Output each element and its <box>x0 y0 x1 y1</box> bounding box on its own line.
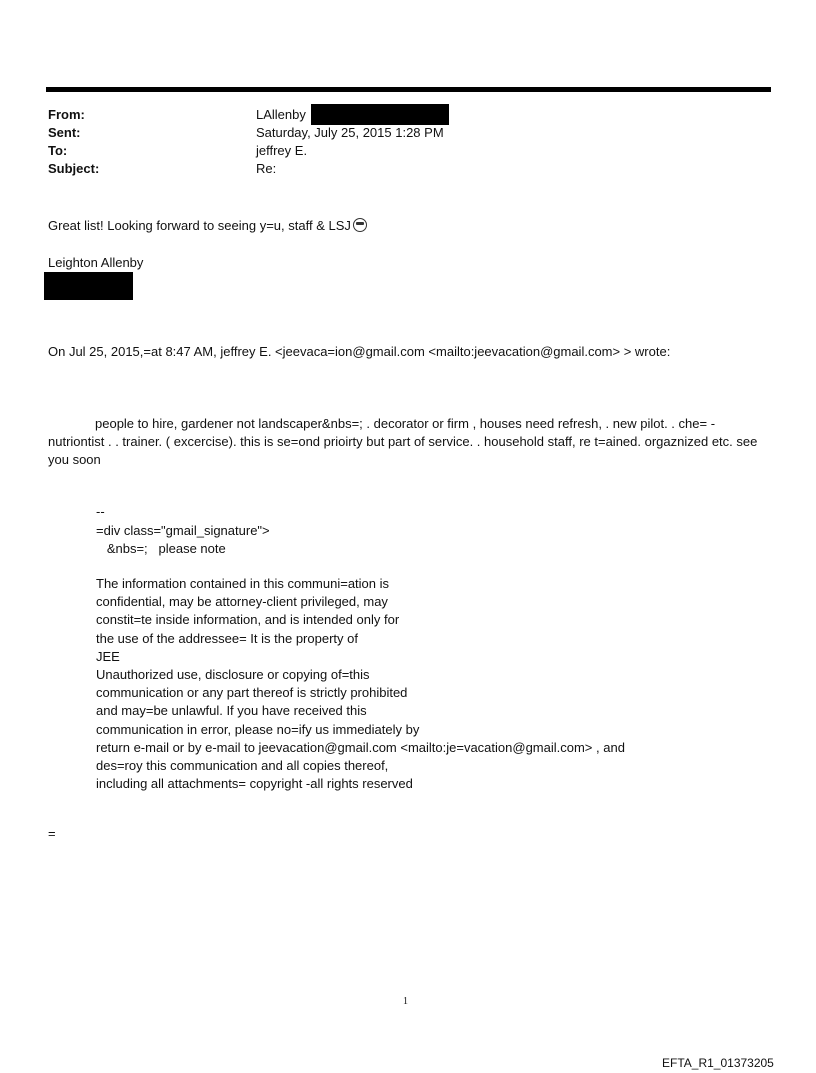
quoted-paragraph: people to hire, gardener not landscaper&nbs=; . decorator or firm , houses need refresh, . new pilot. . che= - nutriontist . . trainer. ( excercise). this is se=ond prioirty but part of service. . household staff, re t=ained. orgaznized etc. see you soon <box>48 416 758 467</box>
disclaimer-line: the use of the addressee= It is the property of <box>96 630 358 646</box>
redaction-box-contact <box>44 272 133 300</box>
disclaimer-line: communication or any part thereof is strictly prohibited <box>96 685 408 701</box>
sender-name: Leighton Allenby <box>48 255 144 270</box>
quote-intro: On Jul 25, 2015,=at 8:47 AM, jeffrey E. <jeevaca=ion@gmail.com <mailto:jeevacation@gmail.com> > wrote: <box>48 344 671 359</box>
greeting-line <box>48 217 367 235</box>
disclaimer-line: communication in error, please no=ify us immediately by <box>96 721 420 737</box>
disclaimer-line: Unauthorized use, disclosure or copying of=this <box>96 667 370 682</box>
disclaimer-line: including all attachments= copyright -all rights reserved <box>96 776 413 792</box>
sent-value: Saturday, July 25, 2015 1:28 PM <box>256 125 444 140</box>
to-value: jeffrey E. <box>256 143 308 158</box>
page-number: 1 <box>403 996 408 1007</box>
to-label: To: <box>48 143 68 158</box>
from-value: LAllenby <box>256 107 306 122</box>
sent-label: Sent: <box>48 125 81 140</box>
disclaimer-line: confidential, may be attorney-client privileged, may <box>96 594 388 610</box>
from-label: From: <box>48 107 85 122</box>
signature-div-line: =div class="gmail_signature"> <box>96 523 270 538</box>
redaction-box-email <box>311 104 449 125</box>
signature-dashes: -- <box>96 504 105 519</box>
greeting-text: Great list! Looking forward to seeing y=u, staff & LSJ <box>48 218 351 233</box>
subject-label: Subject: <box>48 161 100 176</box>
header-rule <box>46 87 771 92</box>
disclaimer-line: and may=be unlawful. If you have received this <box>96 703 367 719</box>
disclaimer-line: constit=te inside information, and is intended only for <box>96 612 400 628</box>
disclaimer-line: The information contained in this communi=ation is <box>96 576 390 591</box>
disclaimer-line: return e-mail or by e-mail to jeevacation@gmail.com <mailto:je=vacation@gmail.com> , and <box>96 739 625 755</box>
disclaimer-line: des=roy this communication and all copies thereof, <box>96 758 389 773</box>
document-id: EFTA_R1_01373205 <box>662 1056 774 1070</box>
subject-value: Re: <box>256 161 277 176</box>
signature-nbsp-line: &nbs=; please note <box>96 541 226 556</box>
smiling-face-with-sunglasses-icon <box>353 218 367 232</box>
disclaimer-line: JEE <box>96 648 120 664</box>
trailer-equals: = <box>48 826 56 841</box>
